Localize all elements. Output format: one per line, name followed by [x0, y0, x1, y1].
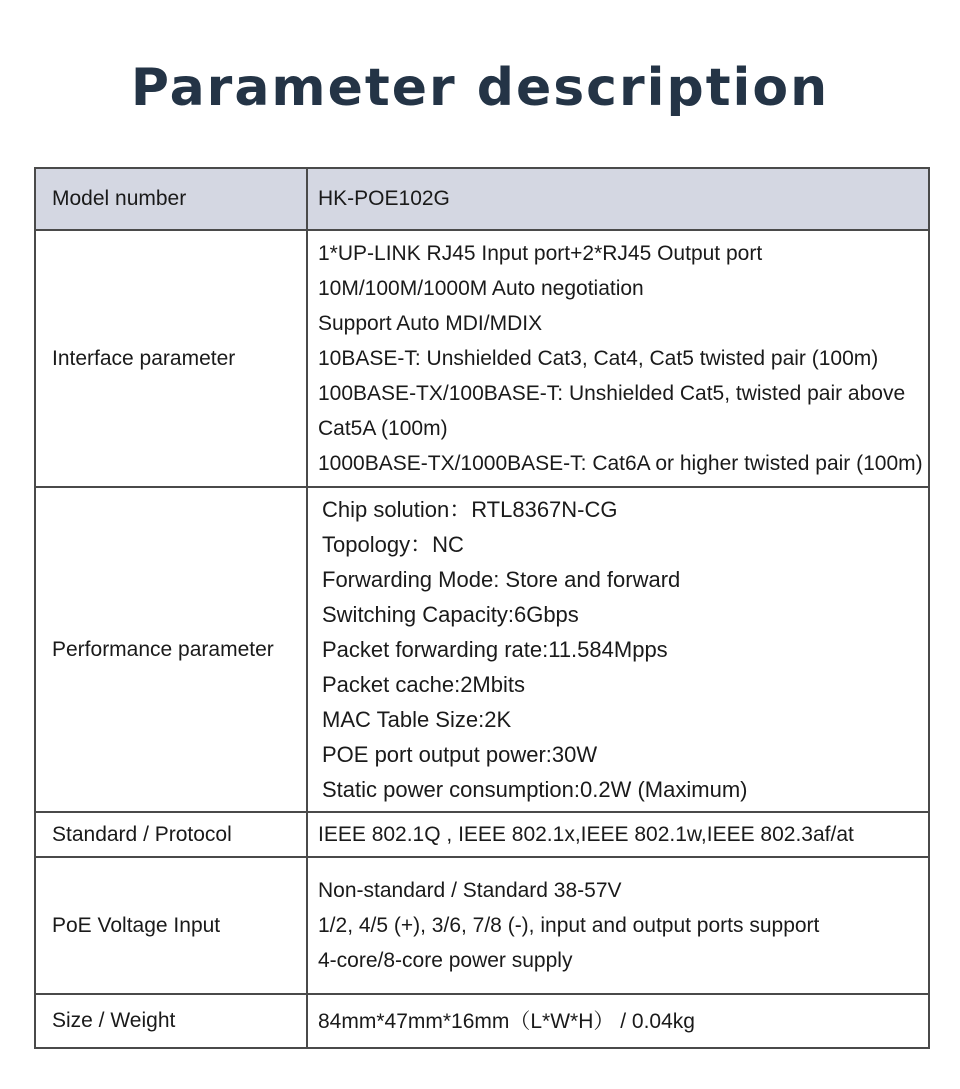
value-line: 1/2, 4/5 (+), 3/6, 7/8 (-), input and output ports support	[318, 914, 820, 937]
table-header-row	[35, 168, 929, 230]
parameter-table	[34, 167, 930, 1049]
value-line: POE port output power:30W	[322, 742, 598, 767]
performance-parameter-values	[307, 487, 929, 812]
value-line: Packet cache:2Mbits	[322, 672, 525, 697]
interface-parameter-values	[307, 230, 929, 487]
value-line: 1000BASE-TX/1000BASE-T: Cat6A or higher twisted pair (100m)	[318, 452, 923, 475]
size-weight-label: Size / Weight	[35, 994, 307, 1048]
value-line: 84mm*47mm*16mm（L*W*H） / 0.04kg	[318, 1009, 695, 1033]
performance-parameter-label: Performance parameter	[35, 487, 307, 812]
table-row	[35, 230, 929, 487]
table-row	[35, 812, 929, 857]
value-line: Switching Capacity:6Gbps	[322, 602, 579, 627]
table-row	[35, 857, 929, 994]
value-line: 4-core/8-core power supply	[318, 949, 573, 972]
model-number-label: Model number	[35, 168, 307, 230]
value-line: Static power consumption:0.2W (Maximum)	[322, 777, 748, 802]
value-line: Topology：NC	[322, 532, 464, 557]
value-line: 10BASE-T: Unshielded Cat3, Cat4, Cat5 twisted pair (100m)	[318, 347, 879, 370]
value-line: Packet forwarding rate:11.584Mpps	[322, 637, 668, 662]
value-line: Chip solution：RTL8367N-CG	[322, 497, 618, 522]
value-line: Cat5A (100m)	[318, 417, 448, 440]
size-weight-values	[307, 994, 929, 1048]
value-line: 1*UP-LINK RJ45 Input port+2*RJ45 Output port	[318, 242, 763, 265]
model-number-value: HK-POE102G	[307, 168, 929, 230]
value-line: Forwarding Mode: Store and forward	[322, 567, 681, 592]
value-line: 10M/100M/1000M Auto negotiation	[318, 277, 644, 300]
value-line: MAC Table Size:2K	[322, 707, 512, 732]
value-line: Support Auto MDI/MDIX	[318, 312, 543, 335]
table-row	[35, 487, 929, 812]
poe-voltage-input-values	[307, 857, 929, 994]
interface-parameter-label: Interface parameter	[35, 230, 307, 487]
value-line: IEEE 802.1Q , IEEE 802.1x,IEEE 802.1w,IEEE 802.3af/at	[318, 823, 854, 846]
page-title: Parameter description	[130, 58, 830, 118]
value-line: Non-standard / Standard 38-57V	[318, 879, 622, 902]
table-row	[35, 994, 929, 1048]
standard-protocol-values	[307, 812, 929, 857]
standard-protocol-label: Standard / Protocol	[35, 812, 307, 857]
poe-voltage-input-label: PoE Voltage Input	[35, 857, 307, 994]
value-line: 100BASE-TX/100BASE-T: Unshielded Cat5, twisted pair above	[318, 382, 906, 405]
